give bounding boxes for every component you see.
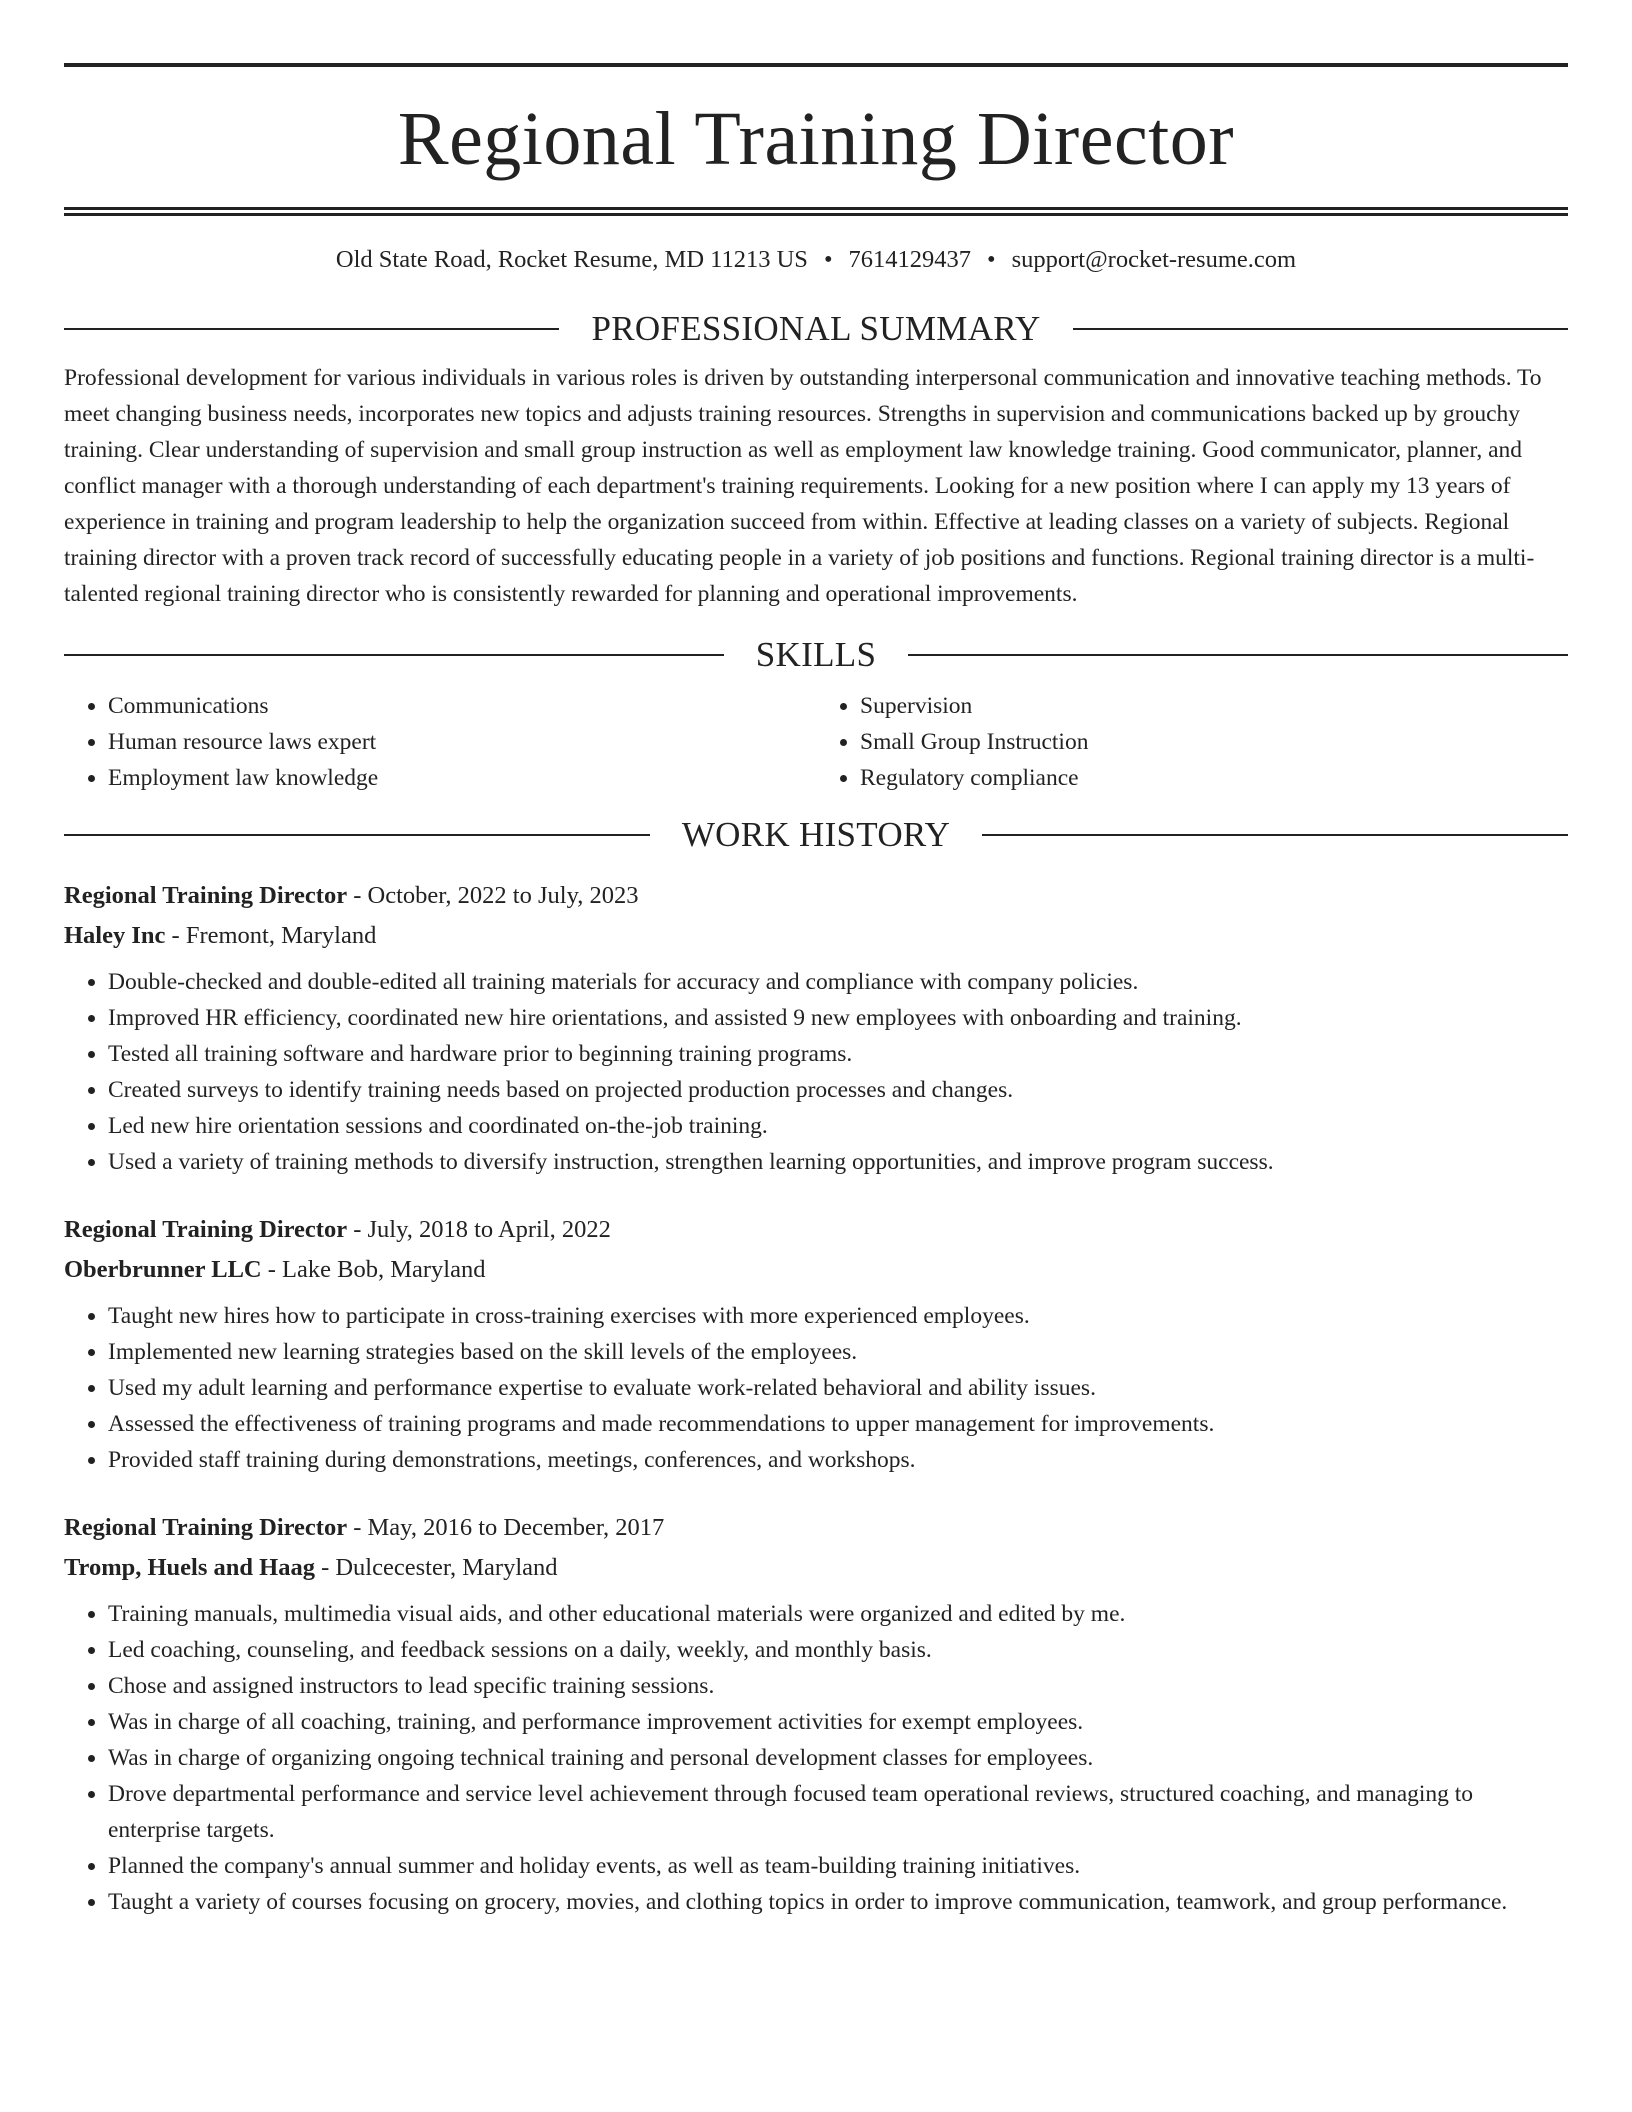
skill-item: • Employment law knowledge bbox=[108, 760, 816, 796]
skills-heading: SKILLS bbox=[755, 635, 877, 674]
work-section-heading bbox=[64, 814, 1568, 856]
contact-line bbox=[64, 244, 1568, 276]
job-bullet: • Was in charge of organizing ongoing technical training and personal development classes for employees. bbox=[108, 1740, 1568, 1776]
job-dates: - May, 2016 to December, 2017 bbox=[347, 1514, 665, 1541]
job-bullet: • Led new hire orientation sessions and coordinated on-the-job training. bbox=[108, 1108, 1568, 1144]
job-company: Oberbrunner LLC bbox=[64, 1256, 262, 1283]
heading-line-right bbox=[908, 654, 1568, 656]
skills-section-heading bbox=[64, 634, 1568, 676]
contact-phone: 7614129437 bbox=[848, 246, 972, 273]
heading-line-left bbox=[64, 834, 650, 836]
job-company-line bbox=[64, 916, 1568, 956]
job-bullet: • Drove departmental performance and service level achievement through focused team operational reviews, structured coaching, and managing to enterprise targets. bbox=[108, 1776, 1568, 1848]
job-title-line bbox=[64, 1508, 1568, 1548]
job-bullet: • Was in charge of all coaching, training, and performance improvement activities for exempt employees. bbox=[108, 1704, 1568, 1740]
heading-line-right bbox=[1073, 328, 1568, 330]
skills-column-left bbox=[64, 688, 816, 796]
skills-list bbox=[64, 688, 1568, 796]
skill-item: • Human resource laws expert bbox=[108, 724, 816, 760]
job-title-line bbox=[64, 1210, 1568, 1250]
job-bullet: • Assessed the effectiveness of training programs and made recommendations to upper management for improvements. bbox=[108, 1406, 1568, 1442]
job-bullet: • Implemented new learning strategies based on the skill levels of the employees. bbox=[108, 1334, 1568, 1370]
job-bullets bbox=[64, 964, 1568, 1180]
contact-separator: • bbox=[987, 246, 996, 273]
job-bullets bbox=[64, 1596, 1568, 1920]
job-bullet: • Created surveys to identify training needs based on projected production processes and changes. bbox=[108, 1072, 1568, 1108]
job-bullets bbox=[64, 1298, 1568, 1478]
skills-column-right bbox=[816, 688, 1568, 796]
job-bullet: • Used my adult learning and performance expertise to evaluate work-related behavioral and ability issues. bbox=[108, 1370, 1568, 1406]
job-location: - Fremont, Maryland bbox=[165, 922, 377, 949]
job-company: Haley Inc bbox=[64, 922, 166, 949]
job-bullet: • Tested all training software and hardware prior to beginning training programs. bbox=[108, 1036, 1568, 1072]
job-bullet: • Double-checked and double-edited all training materials for accuracy and compliance with company policies. bbox=[108, 964, 1568, 1000]
job-title: Regional Training Director bbox=[64, 882, 348, 909]
job-bullet: • Provided staff training during demonstrations, meetings, conferences, and workshops. bbox=[108, 1442, 1568, 1478]
job-dates: - July, 2018 to April, 2022 bbox=[347, 1216, 611, 1243]
skill-item: • Supervision bbox=[860, 688, 1568, 724]
job-dates: - October, 2022 to July, 2023 bbox=[347, 882, 639, 909]
contact-separator: • bbox=[823, 246, 833, 273]
summary-section-heading bbox=[64, 308, 1568, 350]
job-bullet: • Led coaching, counseling, and feedback sessions on a daily, weekly, and monthly basis. bbox=[108, 1632, 1568, 1668]
job-bullet: • Training manuals, multimedia visual aids, and other educational materials were organized and edited by me. bbox=[108, 1596, 1568, 1632]
job-location: - Lake Bob, Maryland bbox=[261, 1256, 486, 1283]
job-title: Regional Training Director bbox=[64, 1514, 348, 1541]
heading-line-right bbox=[982, 834, 1568, 836]
work-heading: WORK HISTORY bbox=[681, 815, 951, 854]
job-bullet: • Chose and assigned instructors to lead specific training sessions. bbox=[108, 1668, 1568, 1704]
contact-email[interactable]: support@rocket-resume.com bbox=[1011, 246, 1297, 273]
job-company-line bbox=[64, 1250, 1568, 1290]
summary-heading: PROFESSIONAL SUMMARY bbox=[591, 309, 1041, 348]
job-bullet: • Taught a variety of courses focusing on grocery, movies, and clothing topics in order to improve communication, teamwork, and group performance. bbox=[108, 1884, 1568, 1920]
contact-address: Old State Road, Rocket Resume, MD 11213 US bbox=[335, 246, 808, 273]
summary-text: Professional development for various individuals in various roles is driven by outstanding interpersonal communication and innovative teaching methods. To meet changing business needs, incorporates new topics and adjusts training resources. Strengths in supervision and communications backed up by grouchy training. Clear understanding of supervision and small group instruction as well as employment law knowledge training. Good communicator, planner, and conflict manager with a thorough understanding of each department's training requirements. Looking for a new position where I can apply my 13 years of experience in training and program leadership to help the organization succeed from within. Effective at leading classes on a variety of subjects. Regional training director with a proven track record of successfully educating people in a variety of job positions and functions. Regional training director is a multi-talented regional training director who is consistently rewarded for planning and operational improvements. bbox=[64, 365, 1542, 607]
job-bullet: • Taught new hires how to participate in cross-training exercises with more experienced employees. bbox=[108, 1298, 1568, 1334]
job-title: Regional Training Director bbox=[64, 1216, 348, 1243]
page-title: Regional Training Director bbox=[397, 97, 1235, 181]
job-bullet: • Used a variety of training methods to diversify instruction, strengthen learning opportunities, and improve program success. bbox=[108, 1144, 1568, 1180]
job-company-line bbox=[64, 1548, 1568, 1588]
skill-item: • Small Group Instruction bbox=[860, 724, 1568, 760]
job-entry bbox=[64, 876, 1568, 1180]
job-bullet: • Improved HR efficiency, coordinated new hire orientations, and assisted 9 new employees with onboarding and training. bbox=[108, 1000, 1568, 1036]
top-divider bbox=[64, 63, 1568, 67]
job-entry bbox=[64, 1508, 1568, 1920]
skill-item: • Regulatory compliance bbox=[860, 760, 1568, 796]
skill-item: • Communications bbox=[108, 688, 816, 724]
heading-line-left bbox=[64, 328, 559, 330]
job-entry bbox=[64, 1210, 1568, 1478]
heading-line-left bbox=[64, 654, 724, 656]
job-location: - Dulcecester, Maryland bbox=[314, 1554, 558, 1581]
job-company: Tromp, Huels and Haag bbox=[64, 1554, 315, 1581]
job-title-line bbox=[64, 876, 1568, 916]
job-bullet: • Planned the company's annual summer and holiday events, as well as team-building training initiatives. bbox=[108, 1848, 1568, 1884]
title-double-divider bbox=[64, 207, 1568, 216]
resume-page bbox=[64, 0, 1568, 1920]
